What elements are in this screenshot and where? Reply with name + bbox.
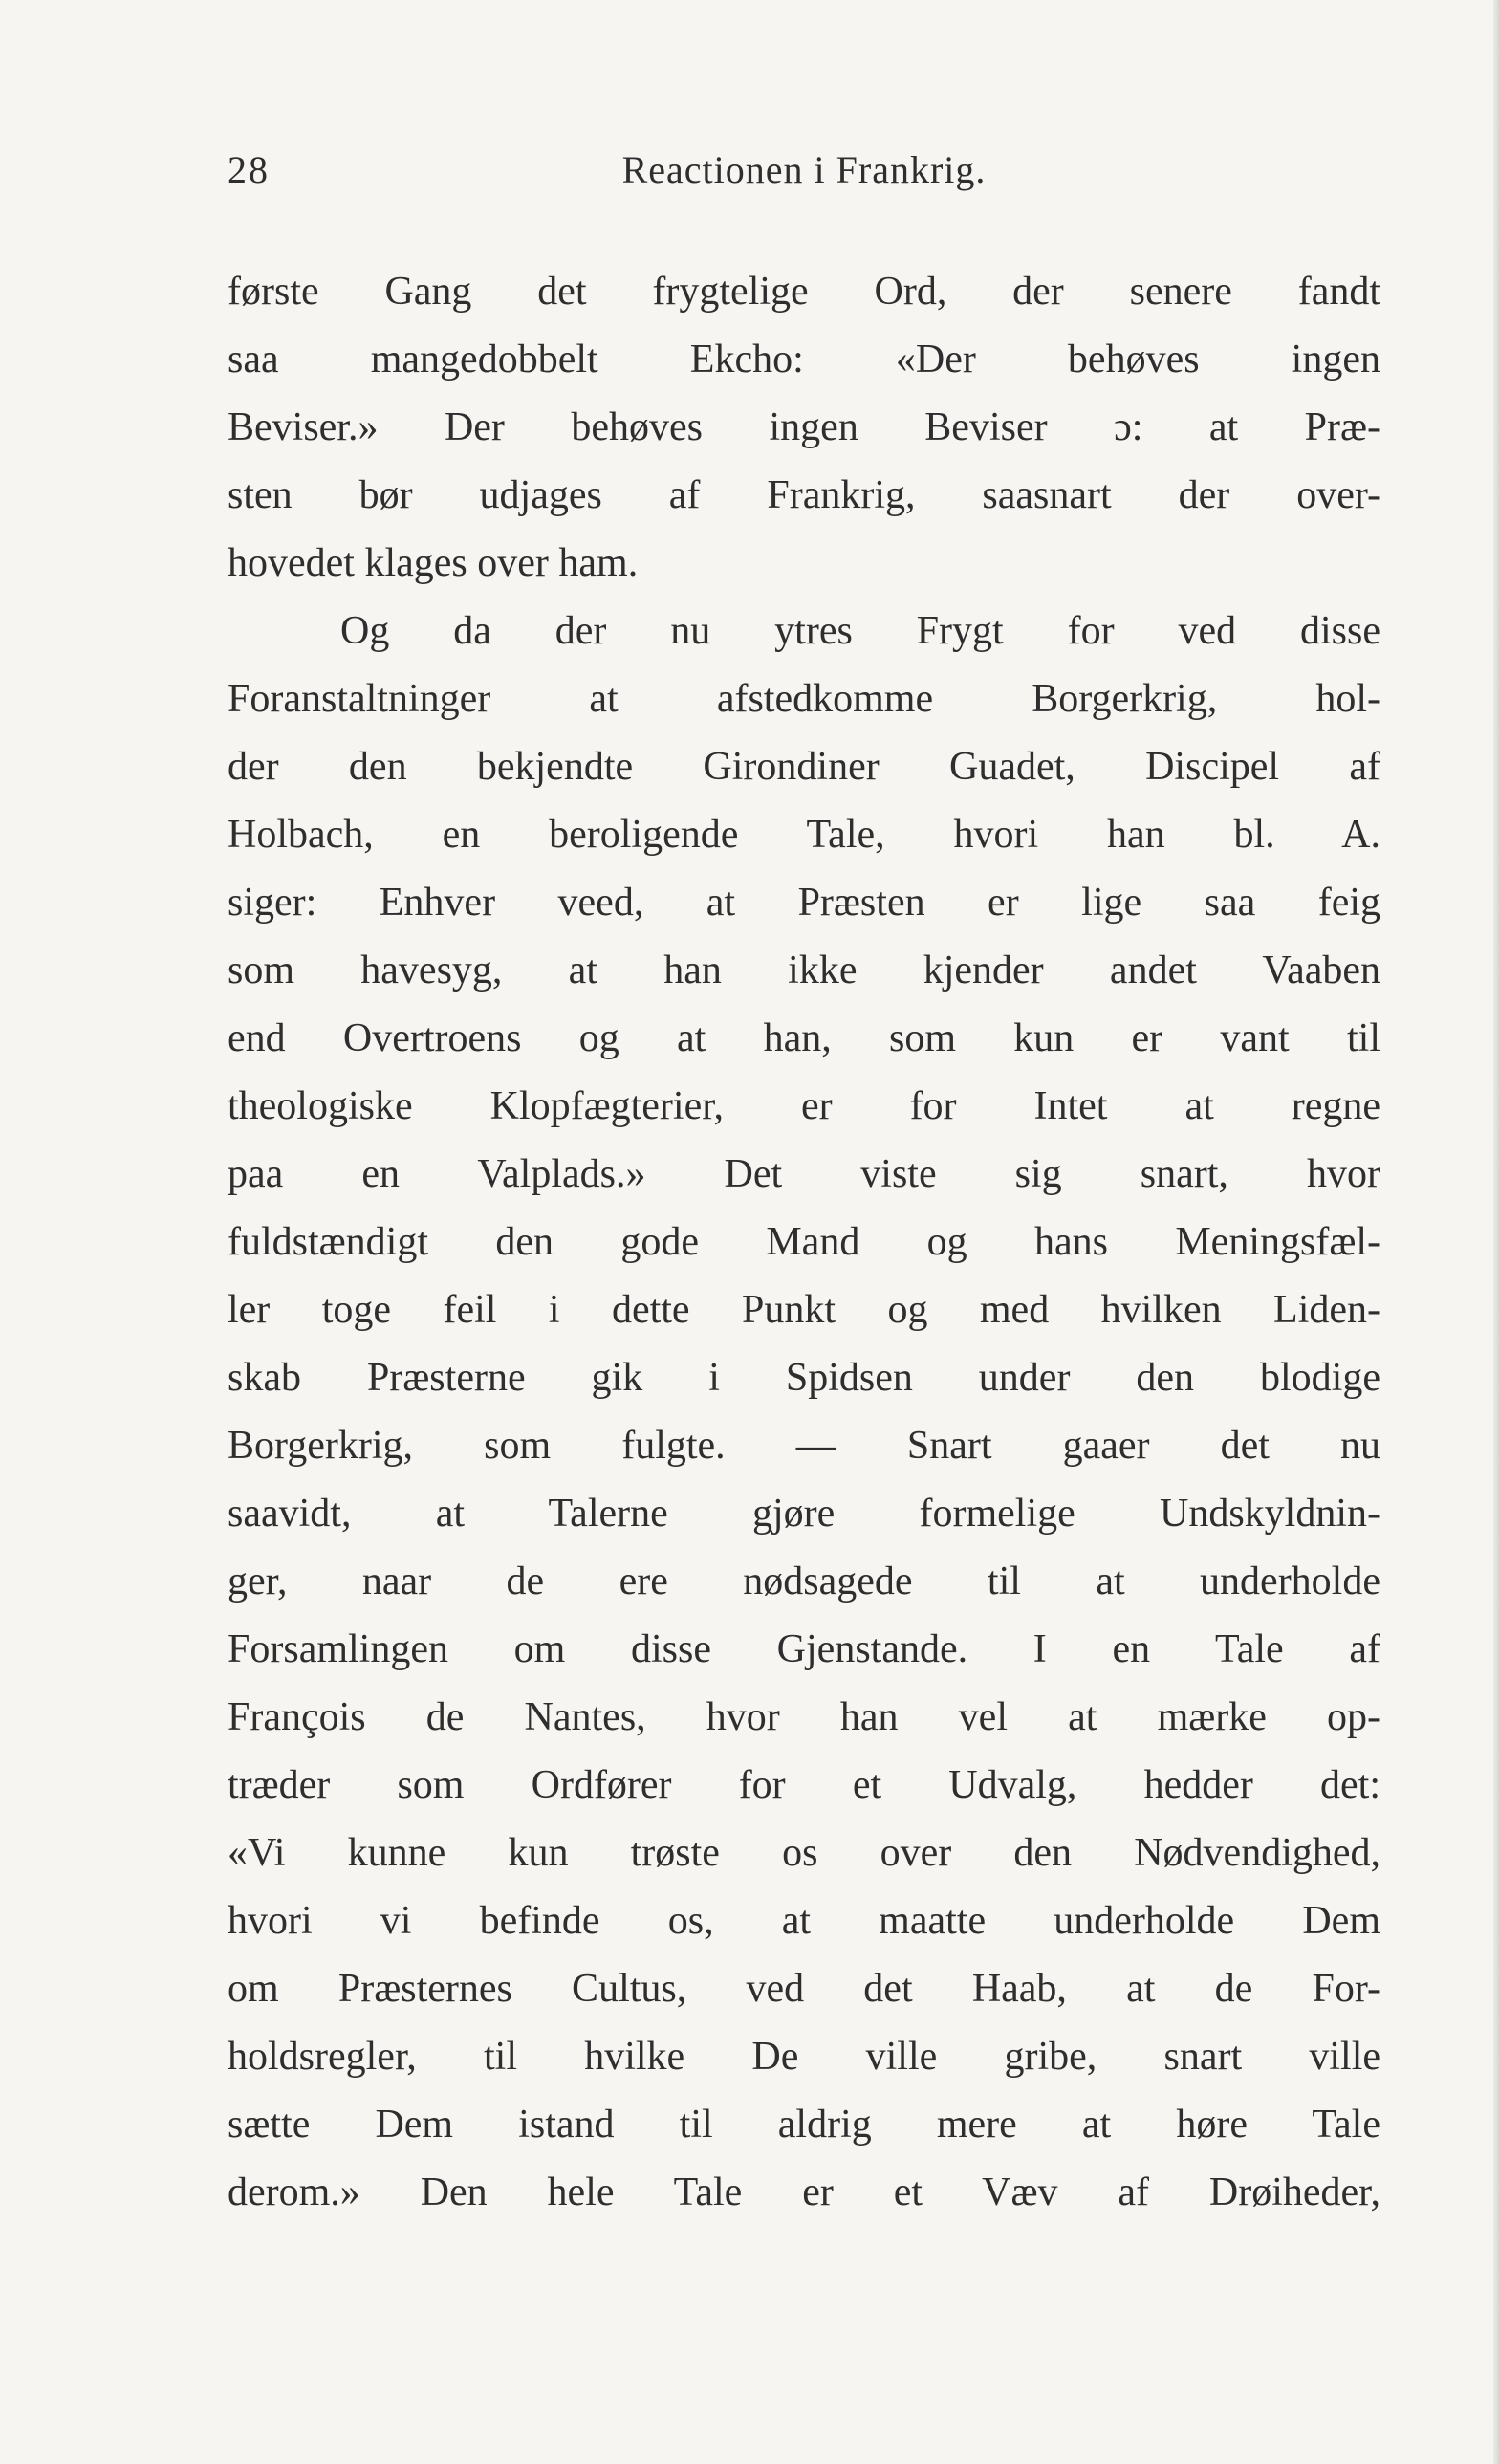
text-line: fuldstændigt den gode Mand og hans Meningsfæl- bbox=[228, 1220, 1380, 1264]
text-line: siger: Enhver veed, at Præsten er lige saa feig bbox=[228, 881, 1380, 925]
text-line: som havesyg, at han ikke kjender andet Vaaben bbox=[228, 949, 1380, 992]
text-line: saavidt, at Talerne gjøre formelige Undskyldnin- bbox=[228, 1492, 1380, 1536]
text-line: om Præsternes Cultus, ved det Haab, at de For- bbox=[228, 1967, 1380, 2011]
text-line: saa mangedobbelt Ekcho: «Der behøves ingen bbox=[228, 338, 1380, 382]
page-number: 28 bbox=[228, 148, 270, 191]
text-line: hvori vi befinde os, at maatte underholde Dem bbox=[228, 1899, 1380, 1943]
text-line: derom.» Den hele Tale er et Væv af Drøiheder, bbox=[228, 2170, 1380, 2214]
text-line: paa en Valplads.» Det viste sig snart, hvor bbox=[228, 1152, 1380, 1196]
text-line: hovedet klages over ham. bbox=[228, 541, 639, 585]
text-line: ger, naar de ere nødsagede til at underholde bbox=[228, 1559, 1380, 1603]
text-line: «Vi kunne kun trøste os over den Nødvendighed, bbox=[228, 1831, 1380, 1875]
text-line: sætte Dem istand til aldrig mere at høre Tale bbox=[228, 2103, 1380, 2147]
text-line: ler toge feil i dette Punkt og med hvilken Liden- bbox=[228, 1288, 1380, 1332]
text-line: første Gang det frygtelige Ord, der senere fandt bbox=[228, 270, 1380, 314]
text-line: træder som Ordfører for et Udvalg, hedder det: bbox=[228, 1763, 1380, 1807]
text-line: Og da der nu ytres Frygt for ved disse bbox=[340, 609, 1380, 653]
text-line: Beviser.» Der behøves ingen Beviser ɔ: at Præ- bbox=[228, 405, 1380, 449]
page-header bbox=[228, 143, 1380, 197]
text-line: sten bør udjages af Frankrig, saasnart der over- bbox=[228, 473, 1380, 517]
text-line: holdsregler, til hvilke De ville gribe, snart ville bbox=[228, 2035, 1380, 2079]
text-line: Holbach, en beroligende Tale, hvori han bl. A. bbox=[228, 813, 1380, 857]
text-line: end Overtroens og at han, som kun er vant til bbox=[228, 1016, 1380, 1060]
text-line: Borgerkrig, som fulgte. — Snart gaaer det nu bbox=[228, 1424, 1380, 1468]
text-line: der den bekjendte Girondiner Guadet, Discipel af bbox=[228, 745, 1380, 789]
text-line: skab Præsterne gik i Spidsen under den blodige bbox=[228, 1356, 1380, 1400]
text-line: Foranstaltninger at afstedkomme Borgerkrig, hol- bbox=[228, 677, 1380, 721]
text-line: theologiske Klopfægterier, er for Intet at regne bbox=[228, 1084, 1380, 1128]
body-text bbox=[228, 258, 1380, 2214]
page-edge-shadow bbox=[1493, 0, 1499, 2464]
text-line: Forsamlingen om disse Gjenstande. I en Tale af bbox=[228, 1627, 1380, 1671]
text-line: François de Nantes, hvor han vel at mærke op- bbox=[228, 1695, 1380, 1739]
running-title: Reactionen i Frankrig. bbox=[621, 148, 987, 191]
